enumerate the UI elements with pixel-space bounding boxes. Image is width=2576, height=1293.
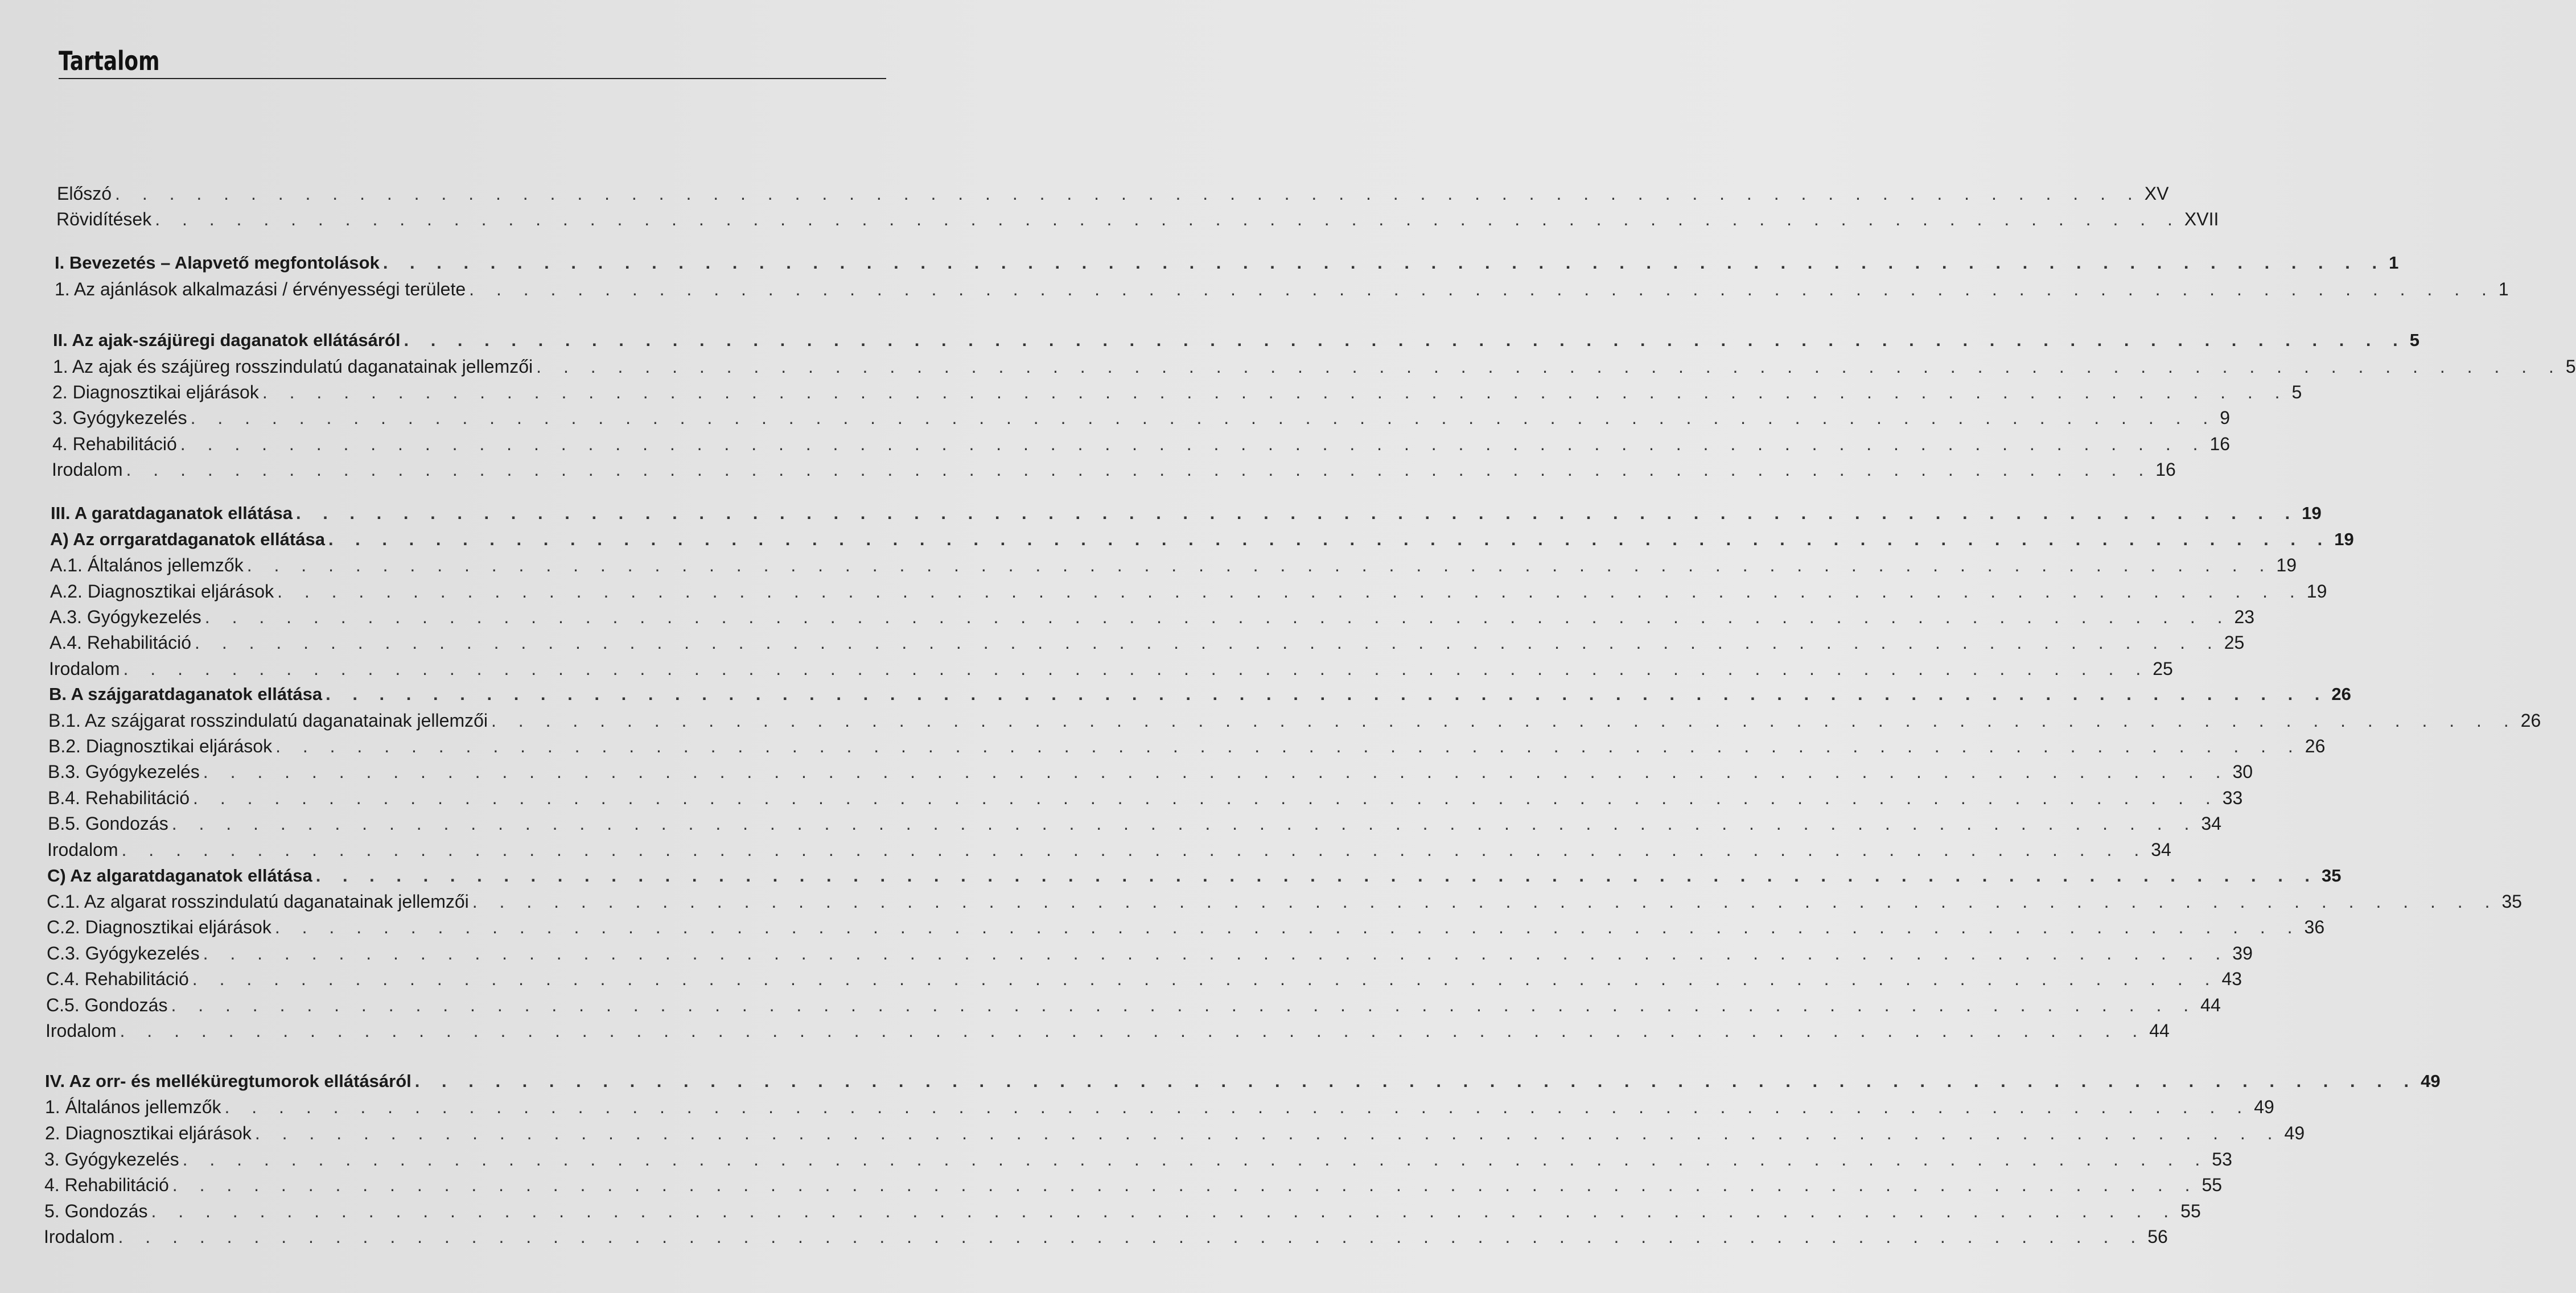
leader-dots: . . . . . . . . . . . . . . . . . . . . . . . . . . . . . . . . . . . . . . . . . . . . . . . . . . . . . . . . . . . . . . . . . . . . . . . . . . . xyxy=(295,503,2299,523)
toc-entry-title: B. A szájgaratdaganatok ellátása xyxy=(49,684,323,704)
toc-section[interactable] xyxy=(51,503,2322,529)
leader-dots: . . . . . . . . . . . . . . . . . . . . . . . . . . . . . . . . . . . . . . . . . . . . . . . . . . . . . . . . . . . . . . . . . . . . . . . . . . . xyxy=(171,995,2198,1015)
toc-entry-title: II. Az ajak-szájüregi daganatok ellátásáról xyxy=(53,330,401,350)
toc-entry-page: 34 xyxy=(2201,813,2221,834)
toc-entry[interactable] xyxy=(47,917,2325,943)
toc-entry-title: 2. Diagnosztikai eljárások xyxy=(45,1123,252,1143)
toc-entry-page: 53 xyxy=(2212,1149,2232,1170)
toc-entry-title: C) Az algaratdaganatok ellátása xyxy=(47,866,312,886)
leader-dots: . . . . . . . . . . . . . . . . . . . . . . . . . . . . . . . . . . . . . . . . . . . . . . . . . . . . . . . . . . . . . . . . . . . . . . . . . . . xyxy=(120,1020,2146,1041)
toc-entry-title: 3. Gyógykezelés xyxy=(52,407,187,428)
toc-entry-page: 5 xyxy=(2291,382,2302,402)
leader-dots: . . . . . . . . . . . . . . . . . . . . . . . . . . . . . . . . . . . . . . . . . . . . . . . . . . . . . . . . . . . . . . . . . . . . . . . . . . . xyxy=(203,943,2229,963)
toc-entry-page: 1 xyxy=(2389,253,2399,273)
toc-entry-page: 23 xyxy=(2234,607,2255,627)
leader-dots: . . . . . . . . . . . . . . . . . . . . . . . . . . . . . . . . . . . . . . . . . . . . . . . . . . . . . . . . . . . . . . . . . . . . . . . . . . . xyxy=(155,209,2181,229)
toc-entry-page: 19 xyxy=(2306,581,2327,602)
toc-entry[interactable] xyxy=(50,607,2255,633)
toc-entry[interactable] xyxy=(48,813,2221,839)
toc-entry-page: 16 xyxy=(2155,459,2176,480)
toc-entry-title: III. A garatdaganatok ellátása xyxy=(51,503,293,523)
leader-dots: . . . . . . . . . . . . . . . . . . . . . . . . . . . . . . . . . . . . . . . . . . . . . . . . . . . . . . . . . . . . . . . . . . . . . . . . . . . xyxy=(277,581,2303,602)
leader-dots: . . . . . . . . . . . . . . . . . . . . . . . . . . . . . . . . . . . . . . . . . . . . . . . . . . . . . . . . . . . . . . . . . . . . . . . . . . . xyxy=(472,891,2499,912)
toc-entry-page: 44 xyxy=(2200,995,2221,1015)
toc-entry-title: A.3. Gyógykezelés xyxy=(50,607,201,627)
toc-entry-page: 26 xyxy=(2331,684,2351,704)
toc-entry[interactable] xyxy=(53,356,2576,382)
toc-entry[interactable] xyxy=(57,183,2169,209)
toc-entry-title: 1. Az ajak és szájüreg rosszindulatú daganatainak jellemzői xyxy=(53,356,533,377)
leader-dots: . . . . . . . . . . . . . . . . . . . . . . . . . . . . . . . . . . . . . . . . . . . . . . . . . . . . . . . . . . . . . . . . . . . . . . . . . . . xyxy=(315,866,2319,886)
toc-section[interactable] xyxy=(45,1071,2441,1097)
toc-entry-page: 39 xyxy=(2232,943,2253,963)
leader-dots: . . . . . . . . . . . . . . . . . . . . . . . . . . . . . . . . . . . . . . . . . . . . . . . . . . . . . . . . . . . . . . . . . . . . . . . . . . . xyxy=(326,684,2328,704)
toc-entry[interactable] xyxy=(46,969,2242,995)
toc-entry[interactable] xyxy=(52,407,2231,434)
toc-entry-page: 56 xyxy=(2147,1226,2168,1247)
leader-dots: . . . . . . . . . . . . . . . . . . . . . . . . . . . . . . . . . . . . . . . . . . . . . . . . . . . . . . . . . . . . . . . . . . . . . . . . . . . xyxy=(414,1071,2418,1091)
toc-entry-page: 16 xyxy=(2209,434,2231,454)
leader-dots: . . . . . . . . . . . . . . . . . . . . . . . . . . . . . . . . . . . . . . . . . . . . . . . . . . . . . . . . . . . . . . . . . . . . . . . . . . . xyxy=(151,1201,2178,1221)
toc-entry-title: C.1. Az algarat rosszindulatú daganatainak jellemzői xyxy=(47,891,469,912)
leader-dots: . . . . . . . . . . . . . . . . . . . . . . . . . . . . . . . . . . . . . . . . . . . . . . . . . . . . . . . . . . . . . . . . . . . . . . . . . . . xyxy=(274,917,2301,937)
toc-entry[interactable] xyxy=(48,788,2243,814)
toc-entry[interactable] xyxy=(47,943,2253,969)
toc-entry[interactable] xyxy=(44,1175,2223,1201)
toc-entry-page: 49 xyxy=(2254,1097,2274,1117)
toc-entry-page: 5 xyxy=(2409,330,2420,350)
toc-entry-page: 19 xyxy=(2276,555,2297,575)
toc-entry[interactable] xyxy=(55,279,2509,305)
toc-entry-title: Irodalom xyxy=(49,658,120,679)
leader-dots: . . . . . . . . . . . . . . . . . . . . . . . . . . . . . . . . . . . . . . . . . . . . . . . . . . . . . . . . . . . . . . . . . . . . . . . . . . . xyxy=(224,1097,2251,1117)
toc-entry-page: 5 xyxy=(2565,356,2576,377)
toc-entry[interactable] xyxy=(44,1201,2201,1227)
toc-entry[interactable] xyxy=(47,891,2522,917)
toc-entry-title: C.2. Diagnosztikai eljárások xyxy=(47,917,271,937)
toc-entry-title: B.5. Gondozás xyxy=(48,813,168,834)
leader-dots: . . . . . . . . . . . . . . . . . . . . . . . . . . . . . . . . . . . . . . . . . . . . . . . . . . . . . . . . . . . . . . . . . . . . . . . . . . . xyxy=(536,356,2562,377)
leader-dots: . . . . . . . . . . . . . . . . . . . . . . . . . . . . . . . . . . . . . . . . . . . . . . . . . . . . . . . . . . . . . . . . . . . . . . . . . . . xyxy=(404,330,2406,350)
toc-entry-title: B.1. Az szájgarat rosszindulatú daganatainak jellemzői xyxy=(48,710,488,731)
toc-subsection[interactable] xyxy=(50,529,2354,555)
leader-dots: . . . . . . . . . . . . . . . . . . . . . . . . . . . . . . . . . . . . . . . . . . . . . . . . . . . . . . . . . . . . . . . . . . . . . . . . . . . xyxy=(382,253,2386,273)
toc-entry-title: Irodalom xyxy=(44,1226,115,1247)
leader-dots: . . . . . . . . . . . . . . . . . . . . . . . . . . . . . . . . . . . . . . . . . . . . . . . . . . . . . . . . . . . . . . . . . . . . . . . . . . . xyxy=(262,382,2289,402)
toc-entry[interactable] xyxy=(52,434,2231,460)
toc-entry-page: 26 xyxy=(2305,736,2326,756)
leader-dots: . . . . . . . . . . . . . . . . . . . . . . . . . . . . . . . . . . . . . . . . . . . . . . . . . . . . . . . . . . . . . . . . . . . . . . . . . . . xyxy=(118,1226,2145,1247)
leader-dots: . . . . . . . . . . . . . . . . . . . . . . . . . . . . . . . . . . . . . . . . . . . . . . . . . . . . . . . . . . . . . . . . . . . . . . . . . . . xyxy=(182,1149,2209,1170)
page-title: Tartalom xyxy=(59,46,160,76)
toc-entry-title: Rövidítések xyxy=(56,209,152,229)
toc-entry-title: 4. Rehabilitáció xyxy=(44,1175,169,1195)
toc-entry[interactable] xyxy=(44,1149,2232,1175)
toc-entry[interactable] xyxy=(45,1123,2305,1149)
leader-dots: . . . . . . . . . . . . . . . . . . . . . . . . . . . . . . . . . . . . . . . . . . . . . . . . . . . . . . . . . . . . . . . . . . . . . . . . . . . xyxy=(469,279,2495,299)
toc-entry-title: B.2. Diagnosztikai eljárások xyxy=(48,736,273,756)
leader-dots: . . . . . . . . . . . . . . . . . . . . . . . . . . . . . . . . . . . . . . . . . . . . . . . . . . . . . . . . . . . . . . . . . . . . . . . . . . . xyxy=(491,710,2517,731)
leader-dots: . . . . . . . . . . . . . . . . . . . . . . . . . . . . . . . . . . . . . . . . . . . . . . . . . . . . . . . . . . . . . . . . . . . . . . . . . . . xyxy=(115,183,2141,204)
toc-entry-title: C.3. Gyógykezelés xyxy=(47,943,200,963)
toc-entry-page: 44 xyxy=(2149,1020,2170,1041)
toc-subsection[interactable] xyxy=(47,866,2342,892)
toc-entry-page: 25 xyxy=(2224,632,2245,653)
leader-dots: . . . . . . . . . . . . . . . . . . . . . . . . . . . . . . . . . . . . . . . . . . . . . . . . . . . . . . . . . . . . . . . . . . . . . . . . . . . xyxy=(123,658,2150,679)
toc-entry-page: 34 xyxy=(2151,839,2171,860)
toc-entry-title: Irodalom xyxy=(47,839,118,860)
leader-dots: . . . . . . . . . . . . . . . . . . . . . . . . . . . . . . . . . . . . . . . . . . . . . . . . . . . . . . . . . . . . . . . . . . . . . . . . . . . xyxy=(192,969,2219,989)
toc-entry-title: I. Bevezetés – Alapvető megfontolások xyxy=(55,253,380,273)
toc-entry-page: 26 xyxy=(2520,710,2541,731)
toc-entry[interactable] xyxy=(47,839,2171,866)
toc-entry[interactable] xyxy=(45,1097,2274,1123)
toc-entry[interactable] xyxy=(56,209,2219,235)
toc-entry-page: 49 xyxy=(2421,1071,2441,1091)
toc-entry-title: C.5. Gondozás xyxy=(46,995,168,1015)
toc-entry-page: 33 xyxy=(2222,788,2243,808)
toc-entry-page: 35 xyxy=(2501,891,2522,912)
leader-dots: . . . . . . . . . . . . . . . . . . . . . . . . . . . . . . . . . . . . . . . . . . . . . . . . . . . . . . . . . . . . . . . . . . . . . . . . . . . xyxy=(171,813,2198,834)
title-underline xyxy=(59,78,886,79)
leader-dots: . . . . . . . . . . . . . . . . . . . . . . . . . . . . . . . . . . . . . . . . . . . . . . . . . . . . . . . . . . . . . . . . . . . . . . . . . . . xyxy=(180,434,2207,454)
toc-entry-title: 2. Diagnosztikai eljárások xyxy=(52,382,259,402)
toc-entry-page: 30 xyxy=(2232,761,2253,782)
toc-entry-title: 1. Az ajánlások alkalmazási / érvényességi területe xyxy=(55,279,466,299)
toc-entry[interactable] xyxy=(48,761,2253,788)
toc-entry-title: Irodalom xyxy=(52,459,123,480)
toc-subsection[interactable] xyxy=(49,684,2351,710)
toc-entry-page: 25 xyxy=(2153,658,2173,679)
toc-entry-title: 5. Gondozás xyxy=(44,1201,148,1221)
toc-entry-title: A) Az orrgaratdaganatok ellátása xyxy=(50,529,325,549)
toc-entry[interactable] xyxy=(50,632,2245,658)
toc-entry[interactable] xyxy=(50,581,2327,607)
toc-entry-title: 4. Rehabilitáció xyxy=(52,434,177,454)
toc-entry[interactable] xyxy=(44,1226,2168,1253)
leader-dots: . . . . . . . . . . . . . . . . . . . . . . . . . . . . . . . . . . . . . . . . . . . . . . . . . . . . . . . . . . . . . . . . . . . . . . . . . . . xyxy=(172,1175,2199,1195)
toc-entry[interactable] xyxy=(48,710,2541,736)
toc-entry-page: 43 xyxy=(2221,969,2242,989)
leader-dots: . . . . . . . . . . . . . . . . . . . . . . . . . . . . . . . . . . . . . . . . . . . . . . . . . . . . . . . . . . . . . . . . . . . . . . . . . . . xyxy=(203,761,2229,782)
toc-entry-title: A.1. Általános jellemzők xyxy=(50,555,244,575)
toc-entry-page: 55 xyxy=(2180,1201,2201,1221)
leader-dots: . . . . . . . . . . . . . . . . . . . . . . . . . . . . . . . . . . . . . . . . . . . . . . . . . . . . . . . . . . . . . . . . . . . . . . . . . . . xyxy=(328,529,2331,549)
toc-entry-title: Előszó xyxy=(57,183,112,204)
toc-entry[interactable] xyxy=(50,555,2297,581)
toc-section[interactable] xyxy=(53,330,2420,356)
leader-dots: . . . . . . . . . . . . . . . . . . . . . . . . . . . . . . . . . . . . . . . . . . . . . . . . . . . . . . . . . . . . . . . . . . . . . . . . . . . xyxy=(204,607,2231,627)
toc-entry-page: XVII xyxy=(2184,209,2219,229)
leader-dots: . . . . . . . . . . . . . . . . . . . . . . . . . . . . . . . . . . . . . . . . . . . . . . . . . . . . . . . . . . . . . . . . . . . . . . . . . . . xyxy=(121,839,2148,860)
toc-entry-title: B.3. Gyógykezelés xyxy=(48,761,200,782)
toc-entry-page: 35 xyxy=(2322,866,2342,886)
toc-entry-page: 19 xyxy=(2334,529,2354,549)
toc-entry[interactable] xyxy=(48,736,2326,762)
toc-entry-page: 9 xyxy=(2220,407,2231,428)
toc-entry-title: IV. Az orr- és melléküregtumorok ellátásáról xyxy=(45,1071,411,1091)
leader-dots: . . . . . . . . . . . . . . . . . . . . . . . . . . . . . . . . . . . . . . . . . . . . . . . . . . . . . . . . . . . . . . . . . . . . . . . . . . . xyxy=(246,555,2273,575)
toc-entry[interactable] xyxy=(46,995,2221,1021)
toc-entry-page: XV xyxy=(2144,183,2169,204)
toc-entry[interactable] xyxy=(46,1020,2170,1047)
toc-entry-title: 1. Általános jellemzők xyxy=(45,1097,221,1117)
toc-entry[interactable] xyxy=(49,658,2173,685)
leader-dots: . . . . . . . . . . . . . . . . . . . . . . . . . . . . . . . . . . . . . . . . . . . . . . . . . . . . . . . . . . . . . . . . . . . . . . . . . . . xyxy=(275,736,2302,756)
toc-entry-page: 36 xyxy=(2304,917,2325,937)
toc-section[interactable] xyxy=(55,253,2399,279)
leader-dots: . . . . . . . . . . . . . . . . . . . . . . . . . . . . . . . . . . . . . . . . . . . . . . . . . . . . . . . . . . . . . . . . . . . . . . . . . . . xyxy=(195,632,2221,653)
toc-entry-title: Irodalom xyxy=(46,1020,117,1041)
leader-dots: . . . . . . . . . . . . . . . . . . . . . . . . . . . . . . . . . . . . . . . . . . . . . . . . . . . . . . . . . . . . . . . . . . . . . . . . . . . xyxy=(126,459,2153,480)
toc-entry-title: C.4. Rehabilitáció xyxy=(46,969,189,989)
toc-entry-title: B.4. Rehabilitáció xyxy=(48,788,190,808)
toc-entry-title: 3. Gyógykezelés xyxy=(44,1149,179,1170)
leader-dots: . . . . . . . . . . . . . . . . . . . . . . . . . . . . . . . . . . . . . . . . . . . . . . . . . . . . . . . . . . . . . . . . . . . . . . . . . . . xyxy=(254,1123,2281,1143)
toc-entry-title: A.2. Diagnosztikai eljárások xyxy=(50,581,274,602)
leader-dots: . . . . . . . . . . . . . . . . . . . . . . . . . . . . . . . . . . . . . . . . . . . . . . . . . . . . . . . . . . . . . . . . . . . . . . . . . . . xyxy=(193,788,2219,808)
toc-entry[interactable] xyxy=(52,459,2176,485)
toc-entry-page: 55 xyxy=(2201,1175,2223,1195)
toc-entry-page: 19 xyxy=(2302,503,2322,523)
toc-entry[interactable] xyxy=(52,382,2302,408)
toc-entry-page: 49 xyxy=(2284,1123,2305,1143)
toc-entry-title: A.4. Rehabilitáció xyxy=(50,632,192,653)
leader-dots: . . . . . . . . . . . . . . . . . . . . . . . . . . . . . . . . . . . . . . . . . . . . . . . . . . . . . . . . . . . . . . . . . . . . . . . . . . . xyxy=(190,407,2217,428)
toc-entry-page: 1 xyxy=(2498,279,2509,299)
